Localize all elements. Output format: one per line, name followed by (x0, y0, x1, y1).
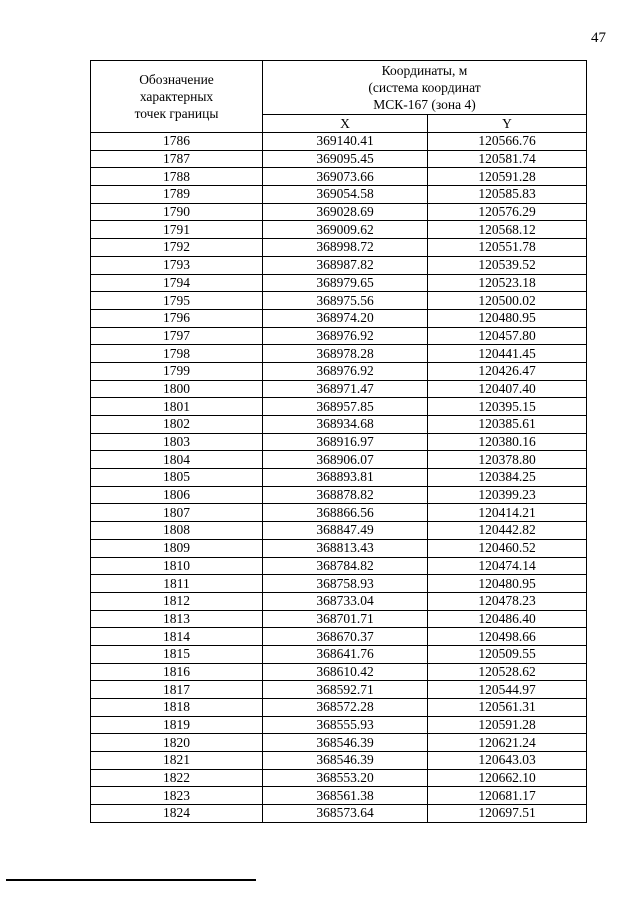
x-coordinate-cell: 368847.49 (263, 522, 428, 540)
point-id-cell: 1812 (91, 592, 263, 610)
y-coordinate-cell: 120384.25 (428, 469, 587, 487)
header-y: Y (428, 115, 587, 133)
table-row (91, 592, 587, 610)
point-id-cell: 1790 (91, 203, 263, 221)
header-point-designation (91, 61, 263, 133)
table-row (91, 416, 587, 434)
point-id-cell: 1815 (91, 645, 263, 663)
table-row (91, 451, 587, 469)
table-row (91, 769, 587, 787)
y-coordinate-cell: 120591.28 (428, 168, 587, 186)
footnote-separator-line (6, 879, 256, 881)
y-coordinate-cell: 120697.51 (428, 805, 587, 823)
point-id-cell: 1801 (91, 398, 263, 416)
point-id-cell: 1807 (91, 504, 263, 522)
point-id-cell: 1796 (91, 309, 263, 327)
table-row (91, 309, 587, 327)
point-id-cell: 1819 (91, 716, 263, 734)
x-coordinate-cell: 368701.71 (263, 610, 428, 628)
y-coordinate-cell: 120585.83 (428, 186, 587, 204)
table-row (91, 716, 587, 734)
y-coordinate-cell: 120509.55 (428, 645, 587, 663)
table-row (91, 557, 587, 575)
y-coordinate-cell: 120591.28 (428, 716, 587, 734)
page-number: 47 (591, 30, 606, 46)
y-coordinate-cell: 120385.61 (428, 416, 587, 434)
y-coordinate-cell: 120474.14 (428, 557, 587, 575)
point-id-cell: 1811 (91, 575, 263, 593)
x-coordinate-cell: 368976.92 (263, 362, 428, 380)
y-coordinate-cell: 120681.17 (428, 787, 587, 805)
table-header (91, 61, 587, 133)
x-coordinate-cell: 369054.58 (263, 186, 428, 204)
y-coordinate-cell: 120457.80 (428, 327, 587, 345)
point-id-cell: 1810 (91, 557, 263, 575)
header-coordinates (263, 61, 587, 115)
table-row (91, 292, 587, 310)
x-coordinate-cell: 368975.56 (263, 292, 428, 310)
x-coordinate-cell: 368976.92 (263, 327, 428, 345)
y-coordinate-cell: 120378.80 (428, 451, 587, 469)
point-id-cell: 1803 (91, 433, 263, 451)
y-coordinate-cell: 120523.18 (428, 274, 587, 292)
point-id-cell: 1821 (91, 752, 263, 770)
table-row (91, 663, 587, 681)
x-coordinate-cell: 368978.28 (263, 345, 428, 363)
table-row (91, 699, 587, 717)
x-coordinate-cell: 368866.56 (263, 504, 428, 522)
point-id-cell: 1800 (91, 380, 263, 398)
table-row (91, 133, 587, 151)
y-coordinate-cell: 120407.40 (428, 380, 587, 398)
table-row (91, 345, 587, 363)
x-coordinate-cell: 368561.38 (263, 787, 428, 805)
header-point-line: Обозначение (139, 72, 214, 87)
point-id-cell: 1789 (91, 186, 263, 204)
point-id-cell: 1813 (91, 610, 263, 628)
x-coordinate-cell: 368610.42 (263, 663, 428, 681)
header-point-line: характерных (139, 89, 214, 104)
coordinates-table (90, 60, 587, 823)
x-coordinate-cell: 368553.20 (263, 769, 428, 787)
table-row (91, 362, 587, 380)
table-row (91, 504, 587, 522)
y-coordinate-cell: 120576.29 (428, 203, 587, 221)
table-row (91, 539, 587, 557)
x-coordinate-cell: 368592.71 (263, 681, 428, 699)
y-coordinate-cell: 120500.02 (428, 292, 587, 310)
table-row (91, 486, 587, 504)
table-row (91, 805, 587, 823)
table-row (91, 380, 587, 398)
y-coordinate-cell: 120480.95 (428, 575, 587, 593)
point-id-cell: 1793 (91, 256, 263, 274)
point-id-cell: 1822 (91, 769, 263, 787)
table-body (91, 133, 587, 823)
x-coordinate-cell: 368573.64 (263, 805, 428, 823)
table-row (91, 575, 587, 593)
point-id-cell: 1817 (91, 681, 263, 699)
y-coordinate-cell: 120478.23 (428, 592, 587, 610)
x-coordinate-cell: 368572.28 (263, 699, 428, 717)
point-id-cell: 1791 (91, 221, 263, 239)
x-coordinate-cell: 368670.37 (263, 628, 428, 646)
point-id-cell: 1795 (91, 292, 263, 310)
point-id-cell: 1824 (91, 805, 263, 823)
header-point-line: точек границы (134, 106, 219, 121)
x-coordinate-cell: 368555.93 (263, 716, 428, 734)
table-row (91, 681, 587, 699)
table-row (91, 628, 587, 646)
x-coordinate-cell: 368998.72 (263, 239, 428, 257)
y-coordinate-cell: 120621.24 (428, 734, 587, 752)
point-id-cell: 1786 (91, 133, 263, 151)
header-coords-line: Координаты, м (381, 63, 468, 78)
table-row (91, 610, 587, 628)
header-x: X (263, 115, 428, 133)
table-row (91, 734, 587, 752)
point-id-cell: 1805 (91, 469, 263, 487)
point-id-cell: 1804 (91, 451, 263, 469)
table-row (91, 398, 587, 416)
table-row (91, 274, 587, 292)
y-coordinate-cell: 120561.31 (428, 699, 587, 717)
x-coordinate-cell: 368784.82 (263, 557, 428, 575)
y-coordinate-cell: 120643.03 (428, 752, 587, 770)
point-id-cell: 1806 (91, 486, 263, 504)
point-id-cell: 1820 (91, 734, 263, 752)
y-coordinate-cell: 120395.15 (428, 398, 587, 416)
x-coordinate-cell: 368934.68 (263, 416, 428, 434)
point-id-cell: 1816 (91, 663, 263, 681)
x-coordinate-cell: 368546.39 (263, 734, 428, 752)
point-id-cell: 1787 (91, 150, 263, 168)
y-coordinate-cell: 120442.82 (428, 522, 587, 540)
y-coordinate-cell: 120581.74 (428, 150, 587, 168)
y-coordinate-cell: 120566.76 (428, 133, 587, 151)
y-coordinate-cell: 120662.10 (428, 769, 587, 787)
point-id-cell: 1823 (91, 787, 263, 805)
y-coordinate-cell: 120528.62 (428, 663, 587, 681)
header-coords-line: (система координат (368, 80, 481, 95)
x-coordinate-cell: 368987.82 (263, 256, 428, 274)
x-coordinate-cell: 368641.76 (263, 645, 428, 663)
x-coordinate-cell: 368971.47 (263, 380, 428, 398)
table-row (91, 327, 587, 345)
x-coordinate-cell: 368974.20 (263, 309, 428, 327)
x-coordinate-cell: 368733.04 (263, 592, 428, 610)
y-coordinate-cell: 120486.40 (428, 610, 587, 628)
table-row (91, 150, 587, 168)
table-row (91, 433, 587, 451)
table-row (91, 203, 587, 221)
x-coordinate-cell: 368893.81 (263, 469, 428, 487)
y-coordinate-cell: 120460.52 (428, 539, 587, 557)
table-row (91, 522, 587, 540)
x-coordinate-cell: 368906.07 (263, 451, 428, 469)
x-coordinate-cell: 369028.69 (263, 203, 428, 221)
y-coordinate-cell: 120414.21 (428, 504, 587, 522)
x-coordinate-cell: 368957.85 (263, 398, 428, 416)
y-coordinate-cell: 120441.45 (428, 345, 587, 363)
y-coordinate-cell: 120426.47 (428, 362, 587, 380)
x-coordinate-cell: 368878.82 (263, 486, 428, 504)
table-row (91, 645, 587, 663)
x-coordinate-cell: 368758.93 (263, 575, 428, 593)
x-coordinate-cell: 369095.45 (263, 150, 428, 168)
y-coordinate-cell: 120544.97 (428, 681, 587, 699)
table-row (91, 168, 587, 186)
point-id-cell: 1818 (91, 699, 263, 717)
x-coordinate-cell: 369073.66 (263, 168, 428, 186)
y-coordinate-cell: 120480.95 (428, 309, 587, 327)
x-coordinate-cell: 368813.43 (263, 539, 428, 557)
point-id-cell: 1808 (91, 522, 263, 540)
table-row (91, 787, 587, 805)
header-coords-line: МСК-167 (зона 4) (373, 97, 476, 112)
table-row (91, 256, 587, 274)
table-row (91, 239, 587, 257)
point-id-cell: 1798 (91, 345, 263, 363)
table-row (91, 186, 587, 204)
y-coordinate-cell: 120498.66 (428, 628, 587, 646)
table-row (91, 221, 587, 239)
point-id-cell: 1788 (91, 168, 263, 186)
x-coordinate-cell: 369140.41 (263, 133, 428, 151)
x-coordinate-cell: 369009.62 (263, 221, 428, 239)
point-id-cell: 1794 (91, 274, 263, 292)
x-coordinate-cell: 368546.39 (263, 752, 428, 770)
y-coordinate-cell: 120568.12 (428, 221, 587, 239)
point-id-cell: 1802 (91, 416, 263, 434)
point-id-cell: 1809 (91, 539, 263, 557)
x-coordinate-cell: 368916.97 (263, 433, 428, 451)
point-id-cell: 1797 (91, 327, 263, 345)
y-coordinate-cell: 120380.16 (428, 433, 587, 451)
point-id-cell: 1792 (91, 239, 263, 257)
table-row (91, 469, 587, 487)
table-row (91, 752, 587, 770)
y-coordinate-cell: 120551.78 (428, 239, 587, 257)
y-coordinate-cell: 120539.52 (428, 256, 587, 274)
y-coordinate-cell: 120399.23 (428, 486, 587, 504)
x-coordinate-cell: 368979.65 (263, 274, 428, 292)
point-id-cell: 1814 (91, 628, 263, 646)
point-id-cell: 1799 (91, 362, 263, 380)
